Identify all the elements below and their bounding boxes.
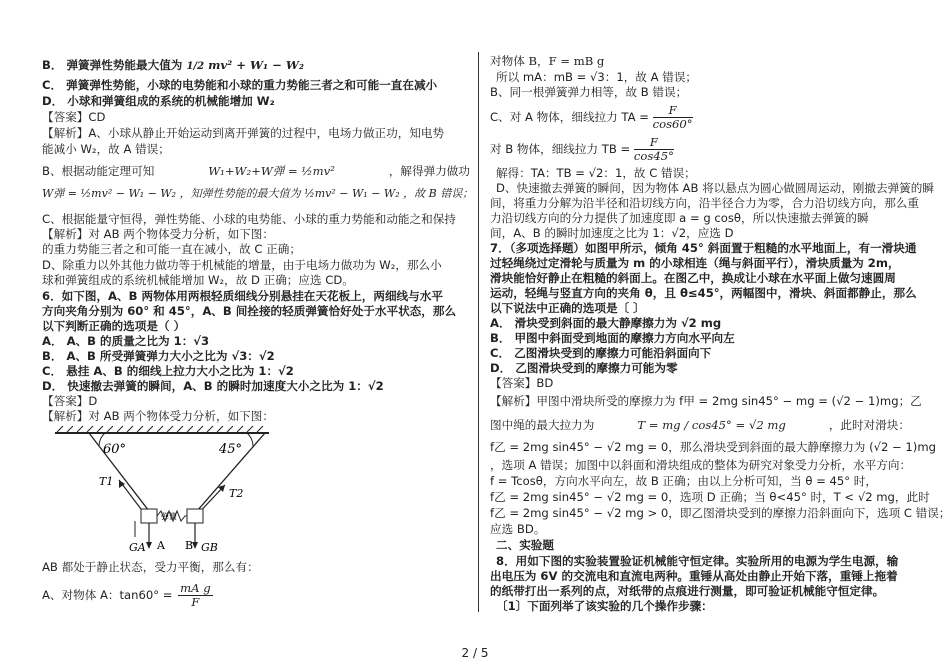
ga-label: GA [129,541,146,554]
angle-arc-45 [247,433,253,446]
option-6d: D． 快速撤去弹簧的瞬间，A、B 的瞬时加速度大小之比为 1：√2 [42,379,384,393]
page-number: 2 / 5 [461,646,489,660]
analysis-line: f乙 = 2mg sin45° − √2 mg = 0，选项 D 正确；当 θ<45° 时，T < √2 mg，此时 [490,490,930,504]
analysis-line: C、根据能量守恒得，弹性势能、小球的电势能、小球的重力势能和动能之和保持 [42,212,456,226]
fraction-half: 1/2 [186,61,205,72]
fraction: $\frac{F}{\cos 60^\circ}$ [652,103,693,131]
analysis-line-b: B、根据动能定理可知 W₁+W₂+W弹 = ½mv² ，解得弹力做功 [42,164,470,178]
question-6: 以下判断正确的选项是（ ） [42,319,186,333]
question-8-step: 〔1〕下面列举了该实验的几个操作步骤： [496,599,713,613]
analysis-line: 图中绳的最大拉力为 T = mg / cos45° = √2 mg ，此时对滑块： [490,418,910,432]
answer-5: 【答案】CD [42,110,106,124]
fraction: $\frac{\text{mA g}}{F}$ [180,581,211,609]
analysis-line: 球和弹簧组成的系统机械能增加 W₂，故 D 正确；应选 CD。 [42,273,354,287]
option-6c: C． 悬挂 A、B 的细线上拉力大小之比为 1：√2 [42,364,294,378]
equation-a: A、对物体 A：tan60° = $\frac{\text{mA g}}{F}$ [42,581,211,609]
analysis-line: 间，将重力分解为沿半径和沿切线方向，沿半径合力为零，合力沿切线方向，那么重 [490,196,919,210]
analysis-line: 的重力势能三者之和可能一直在减小，故 C 正确； [42,242,301,256]
equilibrium-text: AB 都处于静止状态，受力平衡，那么有： [42,560,259,574]
angle-60-label: 60° [103,442,127,457]
option-6b: B． A、B 所受弹簧弹力大小之比为 √3：√2 [42,349,275,363]
analysis-line: B、同一根弹簧弹力相等，故 B 错误； [490,85,688,99]
option-b: B． 弹簧弹性势能最大值为 1/2 mv² + W₁ − W₂ [42,58,304,72]
b-label: B [185,539,194,552]
question-6: 6．如下图，A、B 两物体用两根轻质细线分别悬挂在天花板上，两细线与水平 [42,289,443,303]
analysis-line: 应选 BD。 [490,522,546,536]
question-7: 7．（多项选择题）如图甲所示，倾角 45° 斜面置于粗糙的水平地面上，有一滑块通 [490,241,917,255]
answer-6: 【答案】D [42,394,98,408]
equation-tb: 对 B 物体，细线拉力 TB = $\frac{F}{\cos 45^\circ}$ [490,135,674,163]
analysis-line: 间，A、B 的瞬时加速度之比为 1：√2，应选 D [490,226,734,240]
option-7d: D． 乙图滑块受到的摩擦力可能为零 [490,361,678,375]
block-a [141,509,157,523]
column-divider [478,52,479,612]
analysis-line: 力沿切线方向的分力提供了加速度即 a = g cosθ，所以快速撤去弹簧的瞬 [490,211,869,225]
arrowhead [146,542,152,549]
option-6a: A． A、B 的质量之比为 1：√3 [42,334,210,348]
option-7b: B． 甲图中斜面受到地面的摩擦力方向水平向左 [490,331,735,345]
block-b [187,509,203,523]
section-heading: 二、实验题 [496,538,554,552]
fraction: $\frac{F}{\cos 45^\circ}$ [633,135,674,163]
analysis-line: D、除重力以外其他力做功等于机械能的增量，由于电场力做功为 W₂，那么小 [42,258,442,272]
analysis-line: W弹 = ½mv² − W₁ − W₂ ，知弹性势能的最大值为 ½mv² − W₁ − W₂ ，故 B 错误； [42,187,474,200]
question-7: 运动，轻绳与竖直方向的夹角 θ，且 θ≤45°，两幅图中，滑块、斜面都静止，那么 [490,286,917,300]
analysis-line: 【解析】甲图中滑块所受的摩擦力为 f甲 = 2mg sin45° − mg = (√2 − 1)mg；乙 [490,394,922,408]
analysis-line: 所以 mA：mB = √3：1，故 A 错误； [496,70,698,84]
option-7a: A． 滑块受到斜面的最大静摩擦力为 √2 mg [490,316,722,330]
analysis-line: 【解析】A、小球从静止开始运动到离开弹簧的过程中，电场力做正功，知电势 [42,126,445,140]
analysis-line: D、快速撤去弹簧的瞬间，因为物体 AB 将以悬点为圆心做圆周运动，刚撤去弹簧的瞬 [496,181,934,195]
t1-label: T1 [99,475,114,488]
gb-label: GB [201,541,218,554]
analysis-6: 【解析】对 AB 两个物体受力分析，如下图： [42,409,274,423]
question-8: 出电压为 6V 的交流电和直流电两种。重锤从高处由静止开始下落，重锤上拖着 [490,569,898,583]
option-c: C． 弹簧弹性势能，小球的电势能和小球的重力势能三者之和可能一直在减小 [42,78,438,92]
question-7: 过轻绳绕过定滑轮与质量为 m 的小球相连（绳与斜面平行），滑块质量为 2m， [490,256,900,270]
analysis-line: 【解析】对 AB 两个物体受力分析，如下图： [42,227,274,241]
analysis-line: 解得：TA：TB = √2：1，故 C 错误； [496,166,696,180]
spring-label: 弹簧 [161,512,177,521]
answer-7: 【答案】BD [490,376,554,390]
analysis-line: ，选项 A 错误；加图中以斜面和滑块组成的整体为研究对象受力分析，水平方向： [490,458,912,472]
analysis-line: f = Tcosθ，方向水平向左，故 B 正确；由以上分析可知，当 θ = 45° 时， [490,474,877,488]
t2-label: T2 [229,487,244,500]
question-7: 以下说法中正确的选项是〔 〕 [490,301,645,315]
question-6: 方向夹角分别为 60° 和 45°，A、B 间拴接的轻质弹簧恰好处于水平状态，那么 [42,304,457,318]
option-d: D． 小球和弹簧组成的系统的机械能增加 W₂ [42,94,275,108]
analysis-line: 对物体 B，F = mB g [490,54,605,68]
question-7: 滑块能恰好静止在粗糙的斜面上。在图乙中，换成让小球在水平面上做匀速圆周 [490,271,896,285]
analysis-line: 能减小 W₂，故 A 错误； [42,142,170,156]
equation-ta: C、对 A 物体，细线拉力 TA = $\frac{F}{\cos 60^\circ}$ [490,103,693,131]
a-label: A [157,539,165,552]
angle-45-label: 45° [219,442,243,457]
force-diagram [47,425,277,557]
question-8: 的纸带打出一系列的点，对纸带的点痕进行测量，即可验证机械能守恒定律。 [490,584,885,598]
option-7c: C． 乙图滑块受到的摩擦力可能沿斜面向下 [490,346,712,360]
analysis-line: f乙 = 2mg sin45° − √2 mg = 0，那么滑块受到斜面的最大静摩擦力为 (√2 − 1)mg [490,440,936,454]
analysis-line: f乙 = 2mg sin45° − √2 mg > 0，即乙图滑块受到的摩擦力沿斜面向下，选项 C 错误； [490,506,950,520]
question-8: 8．用如下图的实验装置验证机械能守恒定律。实验所用的电源为学生电源，输 [496,554,899,568]
ceiling-hatch [57,426,263,432]
